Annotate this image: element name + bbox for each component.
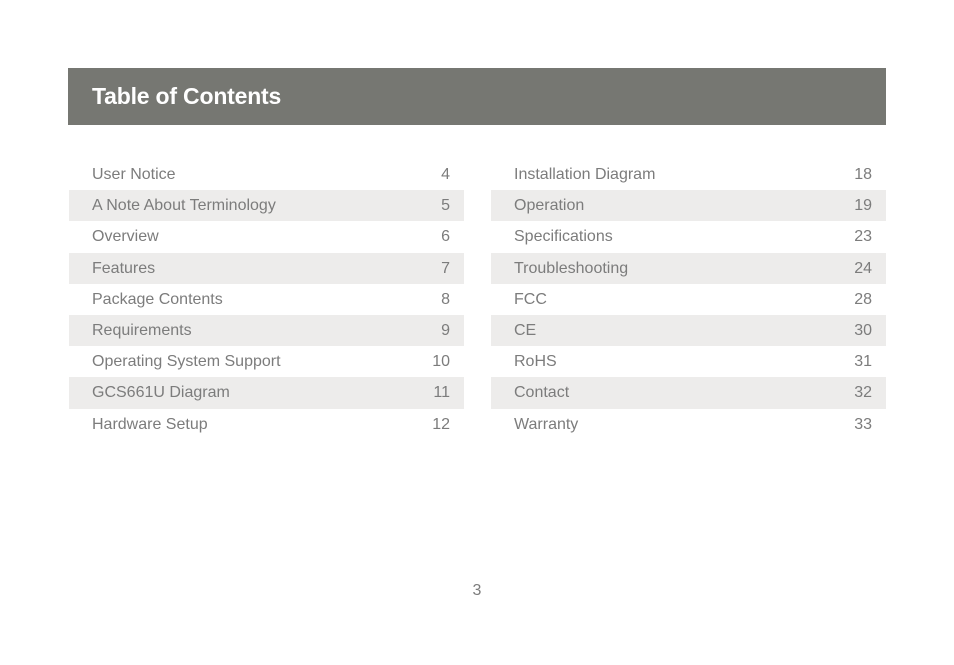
toc-entry[interactable]: [69, 190, 464, 221]
toc-entry[interactable]: [491, 409, 886, 440]
toc-entry-page: 5: [441, 197, 450, 215]
toc-entry[interactable]: [491, 315, 886, 346]
toc-entry-title: RoHS: [514, 353, 557, 371]
toc-right-column: [491, 159, 886, 440]
toc-entry[interactable]: [69, 284, 464, 315]
toc-entry-title: Overview: [92, 228, 159, 246]
toc-entry[interactable]: [491, 159, 886, 190]
toc-entry-title: Specifications: [514, 228, 613, 246]
toc-entry[interactable]: [69, 346, 464, 377]
toc-entry-title: Installation Diagram: [514, 166, 656, 183]
toc-entry-page: 18: [854, 166, 872, 183]
toc-entry-title: Warranty: [514, 415, 579, 433]
toc-entry-title: Package Contents: [92, 290, 223, 308]
toc-entry-page: 9: [441, 321, 450, 339]
toc-entry[interactable]: [69, 315, 464, 346]
toc-entry[interactable]: [69, 377, 464, 408]
toc-entry-page: 28: [854, 290, 872, 308]
toc-entry[interactable]: [491, 284, 886, 315]
toc-entry[interactable]: [491, 190, 886, 221]
toc-entry-page: 32: [854, 384, 872, 402]
toc-entry-title: Troubleshooting: [514, 259, 629, 277]
toc-left-column: [69, 159, 464, 440]
toc-entry-page: 4: [441, 166, 450, 183]
toc-entry[interactable]: [69, 221, 464, 252]
toc-entry-page: 30: [854, 321, 872, 339]
toc-entry[interactable]: [491, 346, 886, 377]
toc-entry-title: Operation: [514, 197, 585, 215]
toc-entry-page: 23: [854, 228, 872, 246]
page-number: 3: [472, 582, 482, 599]
toc-entry[interactable]: [491, 377, 886, 408]
toc-entry-page: 24: [854, 259, 872, 277]
toc-entry-page: 6: [441, 228, 450, 246]
toc-entry-page: 12: [432, 415, 450, 433]
toc-entry-title: Contact: [514, 384, 570, 402]
toc-entry[interactable]: [69, 253, 464, 284]
toc-entry-title: Hardware Setup: [92, 415, 208, 433]
toc-entry-title: FCC: [514, 290, 547, 308]
toc-entry-title: A Note About Terminology: [92, 197, 276, 215]
toc-entry-title: Features: [92, 259, 156, 277]
toc-entry-title: Requirements: [92, 321, 192, 339]
toc-entry[interactable]: [69, 409, 464, 440]
toc-entry-title: GCS661U Diagram: [92, 384, 230, 402]
toc-entry-page: 33: [854, 415, 872, 433]
toc-entry-page: 8: [441, 290, 450, 308]
header-bar: [68, 68, 886, 125]
toc-entry-page: 11: [433, 384, 450, 402]
toc-entry-page: 7: [441, 259, 450, 277]
toc-entry-page: 10: [432, 353, 450, 371]
toc-entry-page: 31: [854, 353, 872, 371]
toc-entry[interactable]: [69, 159, 464, 190]
toc-entry-title: Operating System Support: [92, 353, 281, 371]
toc-entry-title: CE: [514, 321, 537, 339]
page-title: Table of Contents: [92, 83, 282, 109]
toc-entry-page: 19: [854, 197, 872, 215]
toc-entry[interactable]: [491, 253, 886, 284]
toc-entry-title: User Notice: [92, 166, 176, 183]
toc-entry[interactable]: [491, 221, 886, 252]
